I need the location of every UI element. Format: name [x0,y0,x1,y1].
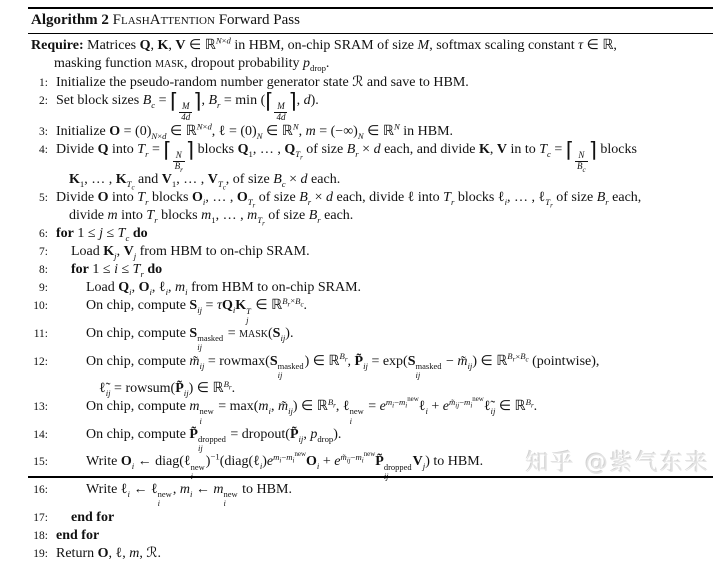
algorithm-line [28,74,713,92]
line-number: 14: [33,428,48,441]
algorithm-line [28,545,713,563]
algorithm-line [28,279,713,297]
line-content: On chip, compute S masked ij = $mask(S_{ij})$. [86,326,294,353]
line-number: 16: [33,484,48,496]
line-number: 3: [39,125,48,138]
line-number: 18: [33,529,48,542]
algorithm-line [28,394,713,426]
algorithm-line [28,123,713,141]
line-content: Initialize $O = (0)_{N\times d}$ ∈ ℝ$^{N\times d}$, ℓ = $(0)_N$ ∈ ℝ$^N$, $m = (-\infty)_N$ ∈ ℝ$^N$ in HBM. [56,121,454,141]
algorithm-line [28,243,713,261]
algorithm-line [28,297,713,325]
algorithm-line [28,261,713,279]
algorithm-line [28,189,713,228]
line-content: Divide Q into $T_r$ = ⌈ $\frac{N}{B_r}$ ⌉ blocks $Q_1$, … , $Q_{T_r}$ of size $B_r \times d$ each, and divide K, V in to $T_c$ = ⌈ $\frac{N}{B_c}$ ⌉ blocks $K_1$, … , $K_{T_c}$ and $V_1$, … , $V_{T_c}$, of size $B_c \times d$ each. [56,137,637,192]
line-number: 2: [39,95,48,107]
line-number: 5: [39,192,48,205]
algorithm-line [28,89,713,123]
line-content: end for [71,509,115,525]
algorithm-line [28,527,713,545]
line-content: for $1 \le i \le T_r$ do [71,262,163,280]
line-content: Return O, ℓ, m, ℛ. [56,545,162,561]
line-number: 11: [33,328,48,341]
algorithm-title: Algorithm 2 FlashAttention Forward Pass [31,12,300,28]
algorithm-line [28,350,713,399]
line-number: 17: [33,511,48,524]
line-content: Set block sizes $B_c$ = ⌈ $\frac{M}{4d}$ ⌉, $B_r = \min$ (⌈ $\frac{M}{4d}$ ⌉, d). [56,89,319,122]
line-content: On chip, compute P̃ dropped ij = $dropout(P̃_{ij}$, $p_{drop}$). [86,426,342,454]
line-content: Load $Q_i$, $O_i$, ℓ$_i$, $m_i$ from HBM to on-chip SRAM. [86,280,362,298]
line-number: 10: [33,300,48,313]
line-content: Initialize the pseudo-random number generator state ℛ and save to HBM. [56,75,469,90]
algorithm-lines [28,73,713,563]
line-number: 13: [33,401,48,414]
line-number: 1: [39,77,48,89]
require-block: Require: Matrices Q, K, V ∈ ℝ$^{N\times d}$ in HBM, on-chip SRAM of size M, softmax scaling constant τ ∈ ℝ, masking function mask, dropout probability $p_{drop}$. [31,35,617,73]
line-content: Write ℓ$_i$ ← ℓ new i , $m_i$ ← m new i to HBM. [86,482,292,509]
line-number: 4: [39,143,48,156]
line-number: 6: [39,228,48,241]
algorithm-line [28,137,713,192]
line-number: 7: [39,246,48,259]
algorithm-line [28,325,713,353]
line-content: Load $K_j$, $V_j$ from HBM to on-chip SRAM. [71,244,310,262]
algorithm-line [28,225,713,243]
line-content: On chip, compute $S_{ij} = \tau Q_iK$ T j ∈ ℝ$^{B_r\times B_c}$. [86,295,308,325]
line-number: 15: [33,456,48,469]
line-content: for $1 \le j \le T_c$ do [56,226,148,244]
watermark: 知乎 @紫气东来 [525,450,710,476]
line-number: 12: [33,355,48,368]
line-content: end for [56,527,100,543]
line-number: 8: [39,264,48,277]
line-content: Write $O_i$ ← diag(ℓ new i )$^{-1}(diag(\ell_i)e^{m_i-m_i^{new}}O_i$ + $e^{m̃_{ij}-m_i^{new}}P̃$ dropped ij $V_j$) to HBM. [86,449,484,481]
algorithm-line [28,509,713,527]
algorithm-box [28,7,713,563]
line-number: 9: [39,282,48,295]
bottom-rule [28,476,713,478]
line-number: 19: [33,547,48,560]
algorithm-line [28,481,713,509]
line-content: On chip, compute $m̃_{ij} = rowmax(S$ masked ij ) ∈ ℝ$^{B_r}$, $P̃_{ij} = \exp(S$ masked ij − $m̃_{ij}$) ∈ ℝ$^{B_r\times B_c}$ (pointwise), $\ell̃_{ij}$ = $rowsum(P̃_{ij})$ ∈ ℝ$^{B_r}$. [86,350,600,399]
line-content: On chip, compute m new i = $\max(m_i$, $m̃_{ij}$) ∈ ℝ$^{B_r}$, ℓ new i = $e^{m_i-m_i^{new}}\ell_i$ + $e^{m̃_{ij}-m_i^{new}}\ell̃_{ij}$ ∈ ℝ$^{B_r}$. [86,394,538,426]
line-content: Divide O into $T_r$ blocks $O_i$, … , $O_{T_r}$ of size $B_r \times d$ each, divide ℓ into $T_r$ blocks ℓ$_i$, … , ℓ$_{T_r}$ of size $B_r$ each, divide m into $T_r$ blocks $m_1$, … , $m_{T_r}$ of size $B_r$ each. [56,190,642,228]
